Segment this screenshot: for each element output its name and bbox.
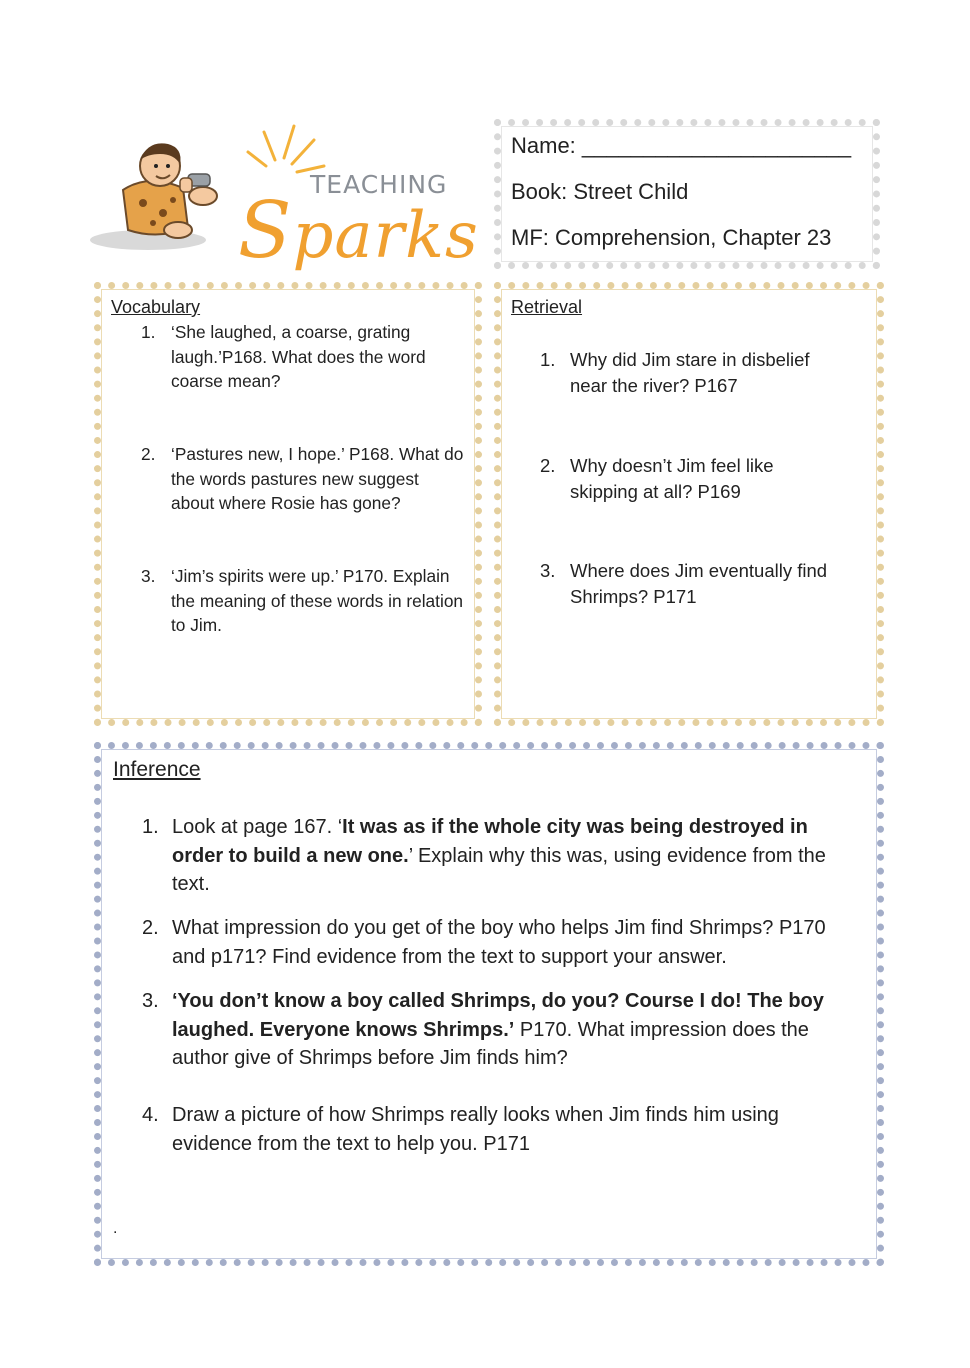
logo-sparks-text: Sparks: [238, 186, 479, 276]
list-item: 2. What impression do you get of the boy who helps Jim find Shrimps? P170 and p171? Find evidence from the text to support your answer.: [142, 917, 826, 968]
list-item: 3. ‘Jim’s spirits were up.’ P170. Explain the meaning of these words in relation to Jim.: [141, 566, 464, 635]
list-item: 3. ‘You don’t know a boy called Shrimps, do you? Course I do! The boy laughed. Everyone knows Shrimps.’ P170. What impression does the author give of Shrimps before Jim finds him?: [142, 990, 824, 1069]
name-field[interactable]: Name: ______________________: [511, 133, 852, 158]
list-item: 2. Why doesn’t Jim feel like skipping at all? P169: [540, 455, 774, 502]
book-title: Book: Street Child: [511, 179, 689, 204]
list-item: 1. ‘She laughed, a coarse, grating laugh.’P168. What does the word coarse mean?: [141, 322, 426, 391]
list-item: 1. Look at page 167. ‘It was as if the whole city was being destroyed in order to build a new one.’ Explain why this was, using evidence from the text.: [142, 816, 826, 895]
list-item: 2. ‘Pastures new, I hope.’ P168. What do the words pastures new suggest about where Rosie has gone?: [141, 444, 464, 513]
list-item: 3. Where does Jim eventually find Shrimps? P171: [540, 560, 828, 607]
teaching-sparks-logo: [88, 118, 479, 276]
inference-heading: Inference: [113, 758, 201, 781]
spark-rays-icon: [248, 126, 324, 172]
logo-teaching-text: TEACHING: [310, 170, 448, 199]
trailing-dot: .: [113, 1220, 118, 1237]
mf-subtitle: MF: Comprehension, Chapter 23: [511, 225, 832, 250]
list-item: 4. Draw a picture of how Shrimps really looks when Jim finds him using evidence from the text to help you. P171: [142, 1104, 779, 1155]
retrieval-heading: Retrieval: [511, 297, 583, 317]
vocabulary-heading: Vocabulary: [111, 297, 201, 317]
list-item: 1. Why did Jim stare in disbelief near the river? P167: [540, 349, 810, 396]
